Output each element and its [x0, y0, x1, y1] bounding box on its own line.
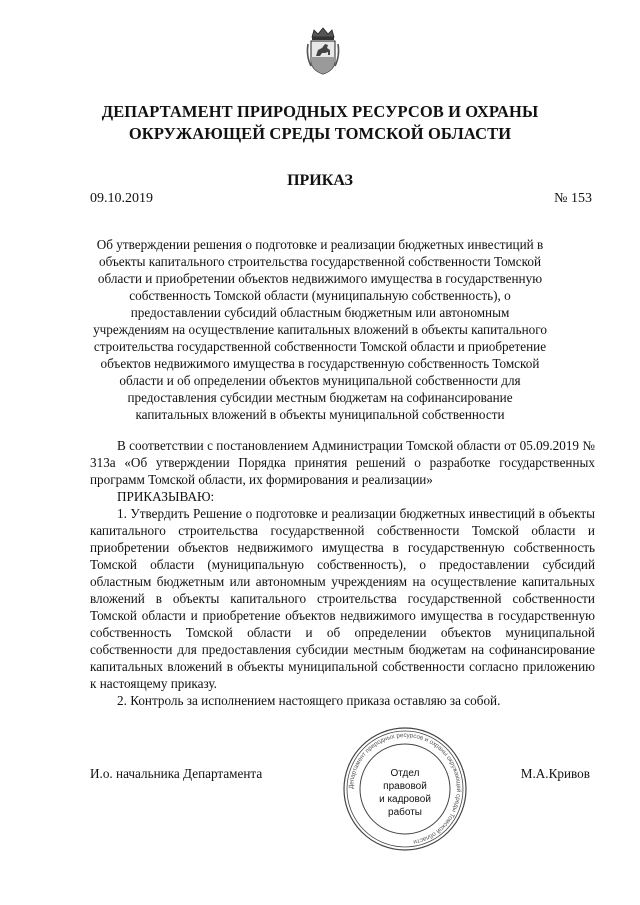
stamp-line-2: и кадровой — [379, 794, 431, 805]
order-word: ПРИКАЗЫВАЮ: — [117, 489, 215, 504]
order-item-1: 1. Утвердить Решение о подготовке и реализации бюджетных инвестиций в объекты капитального строительства государственной собственности Томской области и приобретении объектов недвижимого имущества в государственную собственность Томской области (муниципальную собственность), о предоставлении субсидий областным бюджетным или автономным учреждениям на осуществление капитальных вложений в объекты капитального строительства государственной собственности Томской области и приобретение объектов недвижимого имущества в государственную собственность Томской области и об определении объектов муниципальной собственности для предоставления субсидии местным бюджетам на софинансирование капитальных вложений в объекты муниципальной собственности согласно приложению к настоящему приказу. — [90, 506, 595, 691]
department-name-line-1: ДЕПАРТАМЕНТ ПРИРОДНЫХ РЕСУРСОВ И ОХРАНЫ — [101, 102, 539, 121]
preamble-paragraph: В соответствии с постановлением Администрации Томской области от 05.09.2019 № 313а «Об утверждении Порядка принятия решений о разработке государственных программ Томской области, их формирования и реализации» — [90, 438, 595, 487]
department-name — [60, 101, 580, 145]
stamp-ring-text: Департамент природных ресурсов и охраны окружающей среды Томской области — [347, 731, 463, 846]
order-date: 09.10.2019 — [90, 191, 153, 206]
order-number: № 153 — [554, 191, 592, 206]
order-title: ПРИКАЗ — [287, 172, 353, 189]
signatory-name: М.А.Кривов — [520, 766, 590, 781]
stamp-center-text — [369, 767, 441, 819]
tomsk-coat-of-arms-icon — [305, 26, 341, 76]
stamp-line-3: работы — [388, 807, 422, 818]
order-body — [90, 437, 595, 709]
signatory-position: И.о. начальника Департамента — [90, 766, 263, 781]
order-item-2: 2. Контроль за исполнением настоящего приказа оставляю за собой. — [117, 693, 501, 708]
order-subject: Об утверждении решения о подготовке и реализации бюджетных инвестиций в объекты капитального строительства государственной собственности Томской области и приобретении объектов недвижимого имущества в государственную собственность Томской области (муниципальную собственность), о предоставлении субсидий областным бюджетным или автономным учреждениям на осуществление капитальных вложений в объекты капитального строительства государственной собственности Томской области и приобретение объектов недвижимого имущества в государственную собственность Томской области и об определении объектов муниципальной собственности для предоставления субсидии местным бюджетам на софинансирование капитальных вложений в объекты муниципальной собственности — [93, 237, 547, 422]
stamp-line-1: Отдел правовой — [383, 768, 427, 792]
department-name-line-2: ОКРУЖАЮЩЕЙ СРЕДЫ ТОМСКОЙ ОБЛАСТИ — [128, 124, 512, 143]
